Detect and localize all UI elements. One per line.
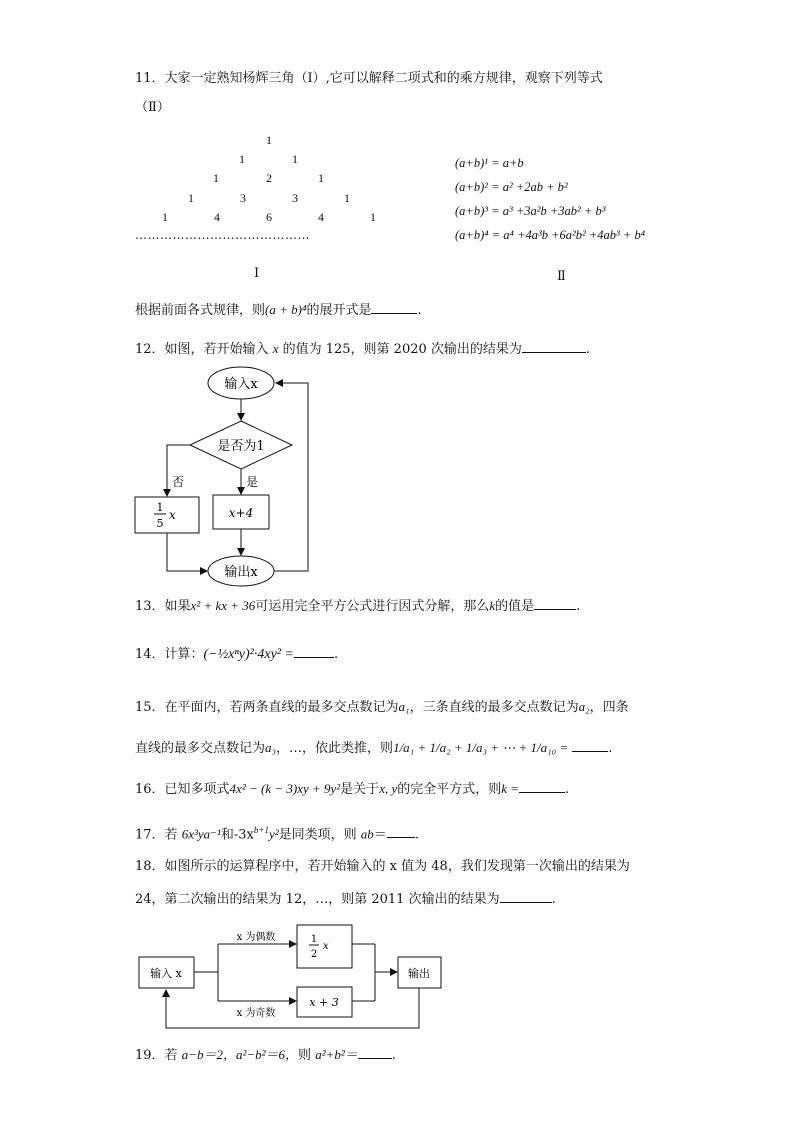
triangle-cell: 1 [188,191,194,205]
triangle-cell: 1 [213,171,219,185]
q13-var: k [489,598,496,613]
triangle-cell: 1 [370,210,376,224]
q19-prefix: 19．若 [135,1048,178,1063]
q14-end: . [333,647,339,662]
q18-line1: 18．如图所示的运算程序中，若开始输入的 x 值为 48，我们发现第一次输出的结果为 [135,859,630,874]
q11-ask-prefix: 根据前面各式规律，则 [135,303,266,318]
q17-term3: y² [268,826,279,842]
q15-end: . [608,741,613,756]
triangle-cell: 3 [240,191,246,205]
q12-var: x [272,341,279,356]
label-II: Ⅱ [557,269,566,284]
flow2-loop-arrow [166,988,419,1028]
q19-text [135,1046,396,1065]
q15-a1: a₁ [398,699,410,714]
binomial-eq-3: (a+b)³ = a³ +3a²b +3ab² + b³ [455,204,606,218]
q12-prefix: 12．如图，若开始输入 [135,342,269,357]
flow2-input-label: 输入 x [150,967,182,980]
triangle-dots: …………………………………… [135,228,310,242]
q17-end: . [414,827,419,843]
flow-frac-var: x [169,508,176,522]
q11-ask-expr: (a + b)⁴ [265,302,307,317]
binomial-eq-4: (a+b)⁴ = a⁴ +4a³b +6a²b² +4ab³ + b⁴ [455,228,646,242]
q17-eq: ＝ [373,827,387,843]
flow2-frac-num: 1 [310,934,318,945]
flow2-even-label: x 为偶数 [236,932,276,943]
flow-no-label: 否 [172,475,185,489]
q11-line2: （Ⅱ） [135,100,170,115]
q13-prefix: 13．如果 [135,599,191,614]
q12-end: . [585,342,591,357]
answer-blank[interactable] [358,1046,392,1059]
q15-line1a: 15．在平面内，若两条直线的最多交点数记为 [135,700,399,715]
triangle-cell: 1 [162,210,168,224]
triangle-cell: 1 [292,152,298,166]
q16-end: . [565,782,570,797]
flow-plus-label: x+4 [228,506,254,520]
label-I: Ⅰ [254,266,260,281]
flow-output-label: 输出x [224,565,258,580]
q15-line1c: ，四条 [589,700,629,715]
q11-line1: 11．大家一定熟知杨辉三角（Ⅰ）,它可以解释二项式和的乘方规律，观察下列等式 [135,71,603,86]
triangle-cell: 1 [239,152,245,166]
q14-expr: (−½xⁿy)²·4xy² = [203,647,294,662]
q11-ask-end: . [417,303,422,318]
flow2-plus-label: x + 3 [309,996,339,1009]
binomial-eq-1: (a+b)¹ = a+b [455,156,524,170]
flow-frac-num: 1 [156,501,164,514]
q15-line1b: ，三条直线的最多交点数记为 [409,700,579,715]
q18-line2-text: 24，第二次输出的结果为 12，…，则第 2011 次输出的结果为 [135,892,500,907]
q19-c2: a²−b²＝6， [235,1047,299,1062]
q15-line2b: ，…，依此类推，则 [276,741,394,756]
q17-prefix: 17．若 [135,827,178,843]
q17-term2: b+1 [253,825,269,835]
flow2-frac-den: 2 [310,949,318,960]
triangle-cell: 4 [318,210,324,224]
q17-mid: 和-3x [220,827,254,843]
flow2-output-label: 输出 [408,967,430,980]
q13-suffix: 的值是 [495,599,535,614]
triangle-cell: 1 [266,133,272,147]
q15-line2a: 直线的最多交点数记为 [135,741,266,756]
flow-frac-den: 5 [156,517,164,530]
triangle-cell: 6 [266,210,272,224]
q16-vars: x, y [379,781,398,796]
triangle-cell: 1 [318,171,324,185]
q19-mid: 则 [298,1048,312,1063]
q12-mid: 的值为 125，则第 2020 次输出的结果为 [282,342,522,357]
q19-end: . [391,1048,396,1063]
q16-k: k = [501,781,520,796]
q19-c1: a−b＝2， [181,1047,236,1062]
flow-decision-label: 是否为1 [217,439,265,454]
triangle-cell: 3 [292,191,298,205]
q15-a2: a₂ [578,699,590,714]
q17-ab: ab [360,826,374,842]
q13-end: . [576,599,581,614]
q18-end: . [551,892,556,907]
q15-sum: 1/a₁ + 1/a₂ + 1/a₃ + ⋯ + 1/a₁₀ = [393,740,569,755]
triangle-cell: 2 [266,171,272,185]
q16-suffix: 的完全平方式，则 [397,782,502,797]
flow2-frac-var: x [323,941,329,952]
q15-a3: a₃ [265,740,277,755]
q11-ask-suffix: 的展开式是 [306,303,372,318]
q17-term1: 6x³ya⁻¹ [181,826,221,842]
flow-input-label: 输入x [224,377,258,392]
q17-suffix: 是同类项，则 [278,827,357,843]
q16-expr: 4x² − (k − 3)xy + 9y² [229,781,341,796]
q13-mid: 可运用完全平方公式进行因式分解，那么 [255,599,490,614]
triangle-cell: 4 [214,210,220,224]
q13-expr: x² + kx + 36 [190,598,256,613]
binomial-eq-2: (a+b)² = a² +2ab + b² [455,180,568,194]
triangle-cell: 1 [344,191,350,205]
q19-c3: a²+b²＝ [315,1047,358,1062]
q14-prefix: 14．计算： [135,647,204,662]
q16-mid: 是关于 [340,782,380,797]
q16-prefix: 16．已知多项式 [135,782,230,797]
flow2-odd-label: x 为奇数 [236,1008,276,1019]
flow-yes-label: 是 [246,475,259,489]
